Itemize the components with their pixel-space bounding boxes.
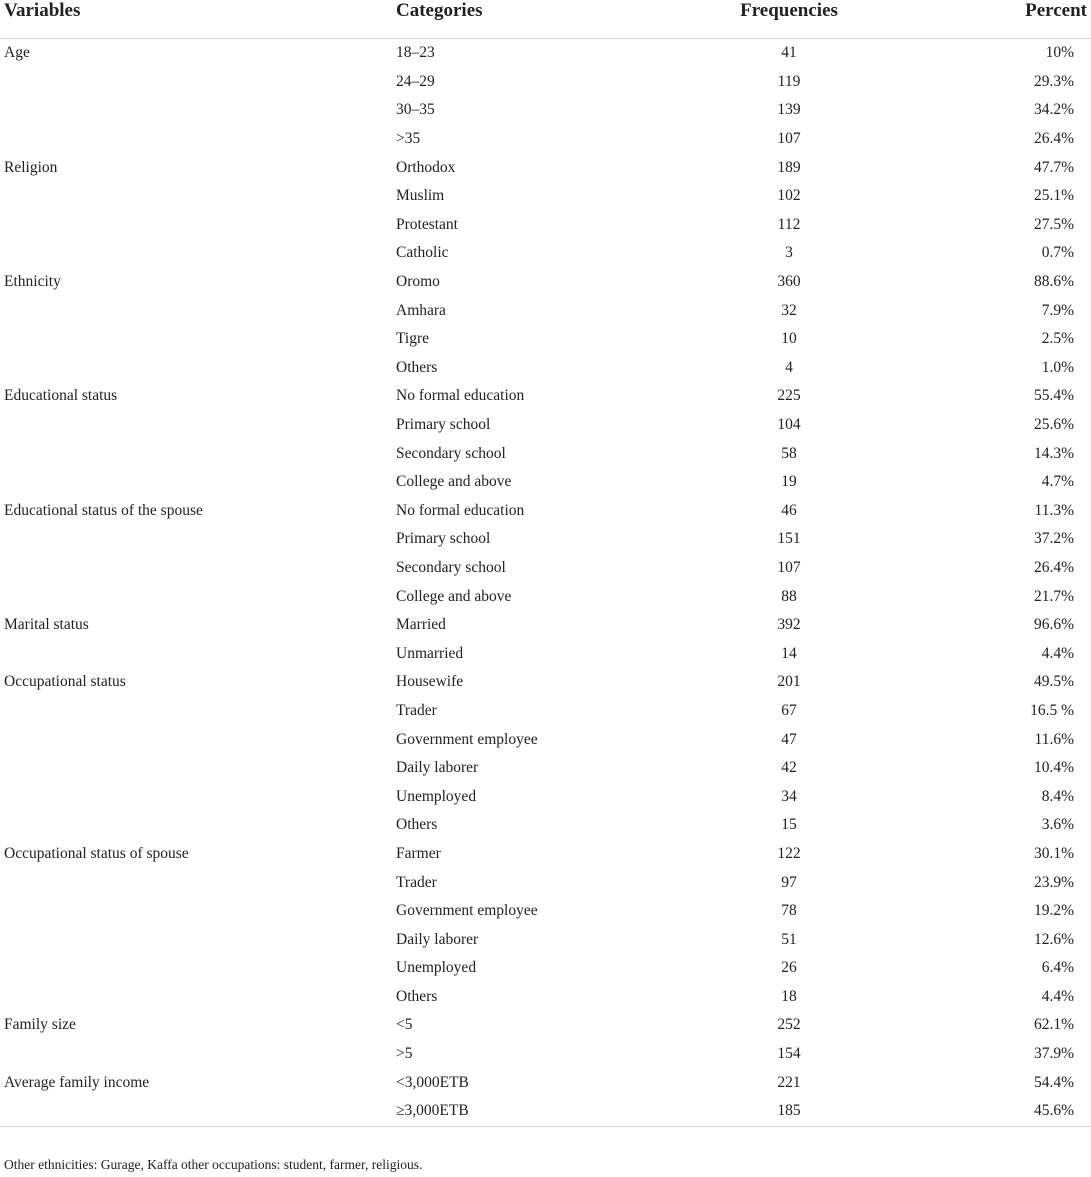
table-row bbox=[0, 840, 1091, 869]
table-row bbox=[0, 1040, 1091, 1069]
variable-cell bbox=[0, 811, 396, 840]
header-frequencies: Frequencies bbox=[714, 0, 864, 39]
variable-cell bbox=[0, 1040, 396, 1069]
percent-cell: 12.6% bbox=[1033, 930, 1074, 948]
percent-cell: 14.3% bbox=[1033, 444, 1074, 462]
table-row bbox=[0, 182, 1091, 211]
variable-cell: Educational status bbox=[4, 387, 118, 405]
table-row bbox=[0, 668, 1091, 697]
category-cell: Protestant bbox=[396, 215, 458, 233]
variable-cell bbox=[0, 96, 396, 125]
percent-cell: 11.6% bbox=[1034, 730, 1074, 748]
percent-cell: 23.9% bbox=[1033, 873, 1074, 891]
frequency-cell: 151 bbox=[777, 530, 801, 548]
frequency-cell: 112 bbox=[777, 215, 801, 233]
category-cell: Orthodox bbox=[396, 158, 456, 176]
table-row bbox=[0, 725, 1091, 754]
category-cell: Daily laborer bbox=[396, 759, 479, 777]
table-row bbox=[0, 897, 1091, 926]
frequency-cell: 10 bbox=[781, 330, 797, 348]
variable-cell bbox=[0, 983, 396, 1012]
header-row bbox=[0, 0, 1091, 39]
variable-cell bbox=[0, 754, 396, 783]
category-cell: 18–23 bbox=[396, 44, 435, 62]
table-row bbox=[0, 983, 1091, 1012]
category-cell: Farmer bbox=[396, 844, 441, 862]
table-row bbox=[0, 639, 1091, 668]
table-row bbox=[0, 325, 1091, 354]
table-row bbox=[0, 239, 1091, 268]
frequency-cell: 185 bbox=[714, 1097, 864, 1126]
category-cell: Unemployed bbox=[396, 787, 477, 805]
variable-cell bbox=[0, 897, 396, 926]
frequency-cell: 154 bbox=[777, 1045, 801, 1063]
frequency-cell: 3 bbox=[785, 244, 793, 262]
frequency-cell: 201 bbox=[777, 673, 801, 691]
variable-cell bbox=[0, 554, 396, 583]
table-row bbox=[0, 382, 1091, 411]
frequency-cell: 107 bbox=[777, 558, 801, 576]
percent-cell: 54.4% bbox=[1033, 1073, 1074, 1091]
percent-cell: 7.9% bbox=[1041, 301, 1074, 319]
table-row bbox=[0, 697, 1091, 726]
category-cell: ≥3,000ETB bbox=[396, 1097, 714, 1126]
table-row bbox=[0, 296, 1091, 325]
variable-cell bbox=[0, 125, 396, 154]
category-cell: Oromo bbox=[396, 273, 440, 291]
percent-cell: 2.5% bbox=[1041, 330, 1074, 348]
table-row bbox=[0, 497, 1091, 526]
category-cell: Unmarried bbox=[396, 644, 464, 662]
percent-cell: 10.4% bbox=[1033, 759, 1074, 777]
percent-cell: 49.5% bbox=[1033, 673, 1074, 691]
table-row bbox=[0, 611, 1091, 640]
percent-cell: 0.7% bbox=[1041, 244, 1074, 262]
category-cell: Married bbox=[396, 616, 446, 634]
category-cell: Muslim bbox=[396, 187, 445, 205]
category-cell: Others bbox=[396, 358, 438, 376]
category-cell: Primary school bbox=[396, 530, 491, 548]
variable-cell bbox=[0, 239, 396, 268]
category-cell: Secondary school bbox=[396, 444, 506, 462]
frequency-cell: 107 bbox=[777, 130, 801, 148]
category-cell: Amhara bbox=[396, 301, 446, 319]
category-cell: 24–29 bbox=[396, 72, 435, 90]
frequency-cell: 67 bbox=[781, 701, 797, 719]
category-cell: Tigre bbox=[396, 330, 430, 348]
percent-cell: 55.4% bbox=[1033, 387, 1074, 405]
variable-cell bbox=[0, 639, 396, 668]
variable-cell: Occupational status of spouse bbox=[4, 844, 189, 862]
variable-cell bbox=[0, 68, 396, 97]
variable-cell bbox=[0, 782, 396, 811]
frequency-cell: 15 bbox=[781, 816, 797, 834]
variable-cell: Religion bbox=[4, 158, 58, 176]
variable-cell: Age bbox=[4, 44, 30, 62]
variable-cell: Educational status of the spouse bbox=[4, 501, 203, 519]
frequency-cell: 4 bbox=[785, 358, 793, 376]
category-cell: Unemployed bbox=[396, 959, 477, 977]
frequency-cell: 41 bbox=[781, 44, 797, 62]
frequency-cell: 102 bbox=[777, 187, 801, 205]
table-row bbox=[0, 811, 1091, 840]
percent-cell: 37.9% bbox=[1033, 1045, 1074, 1063]
table-header bbox=[0, 0, 1091, 39]
table-row bbox=[0, 554, 1091, 583]
percent-cell: 16.5 % bbox=[1030, 701, 1074, 719]
table-row bbox=[0, 1068, 1091, 1097]
category-cell: >35 bbox=[396, 130, 421, 148]
percent-cell: 8.4% bbox=[1041, 787, 1074, 805]
variable-cell: Ethnicity bbox=[4, 273, 61, 291]
variable-cell bbox=[0, 1097, 396, 1126]
table-footnote: Other ethnicities: Gurage, Kaffa other occupations: student, farmer, religious. bbox=[4, 1157, 423, 1172]
percent-cell: 19.2% bbox=[1033, 902, 1074, 920]
header-percent: Percent bbox=[864, 0, 1091, 39]
category-cell: Catholic bbox=[396, 244, 449, 262]
variable-cell bbox=[0, 439, 396, 468]
category-cell: Housewife bbox=[396, 673, 464, 691]
frequency-cell: 26 bbox=[781, 959, 797, 977]
percent-cell: 47.7% bbox=[1033, 158, 1074, 176]
variable-cell bbox=[0, 182, 396, 211]
table-body bbox=[0, 39, 1091, 1127]
variable-cell bbox=[0, 954, 396, 983]
header-variables: Variables bbox=[0, 0, 396, 39]
table-row bbox=[0, 1011, 1091, 1040]
category-cell: Secondary school bbox=[396, 558, 506, 576]
frequency-cell: 360 bbox=[777, 273, 801, 291]
variable-cell bbox=[0, 725, 396, 754]
variable-cell bbox=[0, 325, 396, 354]
table-row bbox=[0, 925, 1091, 954]
category-cell: College and above bbox=[396, 587, 512, 605]
category-cell: No formal education bbox=[396, 501, 525, 519]
frequency-cell: 104 bbox=[777, 416, 801, 434]
table-row bbox=[0, 754, 1091, 783]
frequency-cell: 221 bbox=[777, 1073, 801, 1091]
variable-cell: Occupational status bbox=[4, 673, 126, 691]
table-row bbox=[0, 439, 1091, 468]
variable-cell bbox=[0, 211, 396, 240]
percent-cell: 4.4% bbox=[1041, 644, 1074, 662]
percent-cell: 4.7% bbox=[1041, 473, 1074, 491]
category-cell: College and above bbox=[396, 473, 512, 491]
header-categories: Categories bbox=[396, 0, 714, 39]
percent-cell: 27.5% bbox=[1033, 215, 1074, 233]
category-cell: Primary school bbox=[396, 416, 491, 434]
percent-cell: 3.6% bbox=[1041, 816, 1074, 834]
frequency-cell: 392 bbox=[777, 616, 801, 634]
variable-cell: Family size bbox=[4, 1016, 76, 1034]
variable-cell: Marital status bbox=[4, 616, 89, 634]
category-cell: <3,000ETB bbox=[396, 1073, 469, 1091]
table-row bbox=[0, 468, 1091, 497]
category-cell: Daily laborer bbox=[396, 930, 479, 948]
variable-cell bbox=[0, 697, 396, 726]
variable-cell bbox=[0, 525, 396, 554]
table-row bbox=[0, 268, 1091, 297]
table-row bbox=[0, 211, 1091, 240]
percent-cell: 34.2% bbox=[1033, 101, 1074, 119]
table-row bbox=[0, 153, 1091, 182]
frequency-cell: 122 bbox=[777, 844, 801, 862]
table-row bbox=[0, 1097, 1091, 1126]
variable-cell bbox=[0, 354, 396, 383]
category-cell: Trader bbox=[396, 701, 437, 719]
table-row bbox=[0, 525, 1091, 554]
percent-cell: 25.1% bbox=[1033, 187, 1074, 205]
variable-cell: Average family income bbox=[4, 1073, 150, 1091]
percent-cell: 10% bbox=[1045, 44, 1074, 62]
variable-cell bbox=[0, 582, 396, 611]
category-cell: No formal education bbox=[396, 387, 525, 405]
variable-cell bbox=[0, 868, 396, 897]
frequency-cell: 42 bbox=[781, 759, 797, 777]
category-cell: Trader bbox=[396, 873, 437, 891]
percent-cell: 45.6% bbox=[864, 1097, 1091, 1126]
frequency-cell: 34 bbox=[781, 787, 797, 805]
percent-cell: 30.1% bbox=[1033, 844, 1074, 862]
frequency-cell: 139 bbox=[777, 101, 801, 119]
percent-cell: 1.0% bbox=[1041, 358, 1074, 376]
category-cell: Government employee bbox=[396, 902, 538, 920]
frequency-cell: 46 bbox=[781, 501, 797, 519]
category-cell: 30–35 bbox=[396, 101, 435, 119]
percent-cell: 29.3% bbox=[1033, 72, 1074, 90]
percent-cell: 26.4% bbox=[1033, 558, 1074, 576]
percent-cell: 4.4% bbox=[1041, 987, 1074, 1005]
variable-cell bbox=[0, 411, 396, 440]
category-cell: Others bbox=[396, 816, 438, 834]
frequency-cell: 47 bbox=[781, 730, 797, 748]
table-row bbox=[0, 68, 1091, 97]
category-cell: Others bbox=[396, 987, 438, 1005]
table-row bbox=[0, 868, 1091, 897]
percent-cell: 96.6% bbox=[1033, 616, 1074, 634]
category-cell: <5 bbox=[396, 1016, 413, 1034]
frequency-cell: 225 bbox=[777, 387, 801, 405]
variable-cell bbox=[0, 925, 396, 954]
percent-cell: 88.6% bbox=[1033, 273, 1074, 291]
frequency-cell: 51 bbox=[781, 930, 797, 948]
frequency-cell: 97 bbox=[781, 873, 797, 891]
frequency-cell: 18 bbox=[781, 987, 797, 1005]
category-cell: >5 bbox=[396, 1045, 413, 1063]
percent-cell: 21.7% bbox=[1033, 587, 1074, 605]
percent-cell: 26.4% bbox=[1033, 130, 1074, 148]
table-row bbox=[0, 582, 1091, 611]
table-row bbox=[0, 96, 1091, 125]
frequency-cell: 19 bbox=[781, 473, 797, 491]
table-row bbox=[0, 411, 1091, 440]
frequency-cell: 32 bbox=[781, 301, 797, 319]
percent-cell: 11.3% bbox=[1034, 501, 1074, 519]
percent-cell: 6.4% bbox=[1041, 959, 1074, 977]
table-row bbox=[0, 39, 1091, 68]
variable-cell bbox=[0, 296, 396, 325]
table-row bbox=[0, 782, 1091, 811]
percent-cell: 37.2% bbox=[1033, 530, 1074, 548]
category-cell: Government employee bbox=[396, 730, 538, 748]
percent-cell: 62.1% bbox=[1033, 1016, 1074, 1034]
table-row bbox=[0, 125, 1091, 154]
frequency-cell: 78 bbox=[781, 902, 797, 920]
frequency-cell: 58 bbox=[781, 444, 797, 462]
frequency-cell: 252 bbox=[777, 1016, 801, 1034]
variable-cell bbox=[0, 468, 396, 497]
table-row bbox=[0, 954, 1091, 983]
frequency-cell: 119 bbox=[777, 72, 801, 90]
frequency-cell: 14 bbox=[781, 644, 797, 662]
frequency-cell: 88 bbox=[781, 587, 797, 605]
frequency-cell: 189 bbox=[777, 158, 801, 176]
table-row bbox=[0, 354, 1091, 383]
percent-cell: 25.6% bbox=[1033, 416, 1074, 434]
